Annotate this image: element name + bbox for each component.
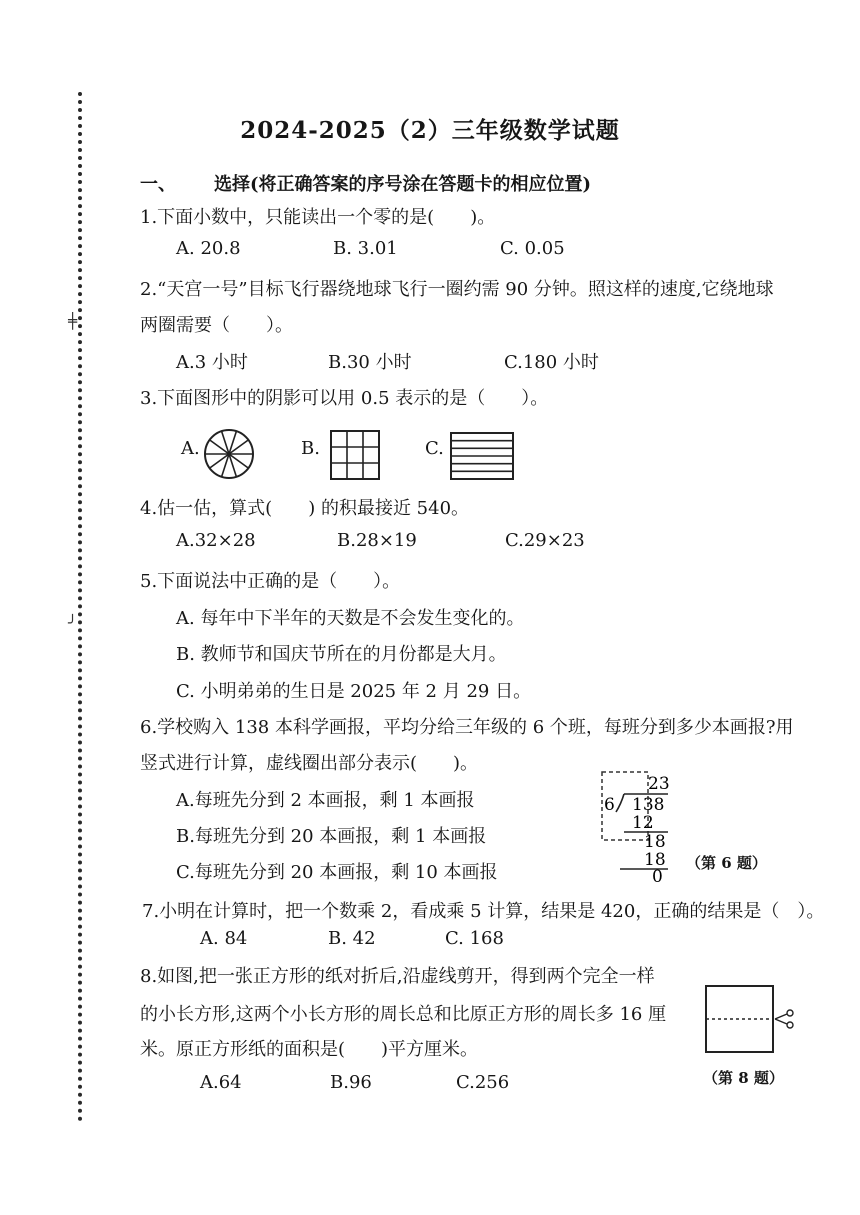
question-1-option-a[interactable]: A. 20.8 bbox=[176, 238, 241, 259]
page-title: 2024-2025（2）三年级数学试题 bbox=[240, 117, 620, 144]
question-2-stem-line2: 两圈需要（ ）。 bbox=[140, 315, 293, 336]
question-7-option-c[interactable]: C. 168 bbox=[445, 928, 504, 949]
question-8-stem-line2: 的小长方形,这两个小长方形的周长总和比原正方形的周长多 16 厘 bbox=[140, 1004, 667, 1025]
question-5-option-b[interactable]: B. 教师节和国庆节所在的月份都是大月。 bbox=[176, 644, 507, 665]
question-8-option-b[interactable]: B.96 bbox=[330, 1072, 372, 1093]
question-6-stem-line1: 6.学校购入 138 本科学画报，平均分给三年级的 6 个班，每班分到多少本画报?用 bbox=[140, 717, 794, 738]
question-4-option-c[interactable]: C.29×23 bbox=[505, 530, 585, 551]
grid-ninths-figure bbox=[330, 430, 380, 480]
binding-dotted-line bbox=[78, 92, 82, 1122]
question-6-option-a[interactable]: A.每班先分到 2 本画报，剩 1 本画报 bbox=[176, 790, 475, 811]
question-3-option-c[interactable]: C. bbox=[425, 438, 444, 459]
question-6-figure-caption: （第 6 题） bbox=[686, 854, 767, 872]
division-remainder: 0 bbox=[652, 867, 663, 887]
question-7-stem: 7.小明在计算时，把一个数乘 2，看成乘 5 计算，结果是 420，正确的结果是（ ）。 bbox=[142, 901, 825, 922]
binding-mark: ╯ bbox=[68, 614, 78, 632]
question-8-option-a[interactable]: A.64 bbox=[200, 1072, 242, 1093]
division-dividend: 138 bbox=[632, 795, 665, 815]
question-3-option-b[interactable]: B. bbox=[301, 438, 320, 459]
question-7-option-a[interactable]: A. 84 bbox=[200, 928, 248, 949]
question-3-stem: 3.下面图形中的阴影可以用 0.5 表示的是（ ）。 bbox=[140, 388, 549, 409]
question-2-stem-line1: 2.“天宫一号”目标飞行器绕地球飞行一圈约需 90 分钟。照这样的速度,它绕地球 bbox=[140, 279, 774, 300]
question-1-option-b[interactable]: B. 3.01 bbox=[333, 238, 398, 259]
division-step2: 18 bbox=[644, 832, 666, 852]
question-4-stem: 4.估一估，算式( ) 的积最接近 540。 bbox=[140, 498, 470, 519]
question-4-option-b[interactable]: B.28×19 bbox=[337, 530, 417, 551]
question-2-option-c[interactable]: C.180 小时 bbox=[504, 352, 599, 373]
question-6-option-c[interactable]: C.每班先分到 20 本画报，剩 10 本画报 bbox=[176, 862, 498, 883]
division-step3: 18 bbox=[644, 850, 666, 870]
circle-tenths-figure bbox=[203, 428, 255, 480]
question-8-figure-caption: （第 8 题） bbox=[703, 1069, 784, 1087]
question-5-option-a[interactable]: A. 每年中下半年的天数是不会发生变化的。 bbox=[176, 608, 525, 629]
division-step1: 12 bbox=[632, 813, 654, 833]
long-division-figure bbox=[598, 770, 678, 887]
question-7-option-b[interactable]: B. 42 bbox=[328, 928, 376, 949]
division-quotient: 23 bbox=[648, 774, 670, 794]
question-2-option-a[interactable]: A.3 小时 bbox=[176, 352, 248, 373]
question-1-option-c[interactable]: C. 0.05 bbox=[500, 238, 565, 259]
section-header bbox=[140, 170, 591, 196]
question-2-option-b[interactable]: B.30 小时 bbox=[328, 352, 412, 373]
question-4-option-a[interactable]: A.32×28 bbox=[176, 530, 256, 551]
question-8-stem-line3: 米。原正方形纸的面积是( )平方厘米。 bbox=[140, 1039, 479, 1060]
strips-figure bbox=[450, 432, 514, 480]
folded-square-figure bbox=[705, 985, 800, 1053]
question-8-option-c[interactable]: C.256 bbox=[456, 1072, 510, 1093]
question-1-stem: 1.下面小数中，只能读出一个零的是( )。 bbox=[140, 207, 496, 228]
question-8-stem-line1: 8.如图,把一张正方形的纸对折后,沿虚线剪开，得到两个完全一样 bbox=[140, 966, 655, 987]
question-5-option-c[interactable]: C. 小明弟弟的生日是 2025 年 2 月 29 日。 bbox=[176, 681, 532, 702]
scissors-icon bbox=[775, 1010, 793, 1028]
section-number: 一、 bbox=[140, 174, 176, 195]
question-3-option-a[interactable]: A. bbox=[181, 438, 200, 459]
division-divisor: 6 bbox=[604, 795, 615, 815]
binding-mark: ╪ bbox=[68, 312, 78, 330]
question-5-stem: 5.下面说法中正确的是（ ）。 bbox=[140, 571, 401, 592]
section-instruction: 选择(将正确答案的序号涂在答题卡的相应位置) bbox=[214, 174, 592, 195]
question-6-option-b[interactable]: B.每班先分到 20 本画报，剩 1 本画报 bbox=[176, 826, 487, 847]
question-6-stem-line2: 竖式进行计算，虚线圈出部分表示( )。 bbox=[140, 753, 479, 774]
